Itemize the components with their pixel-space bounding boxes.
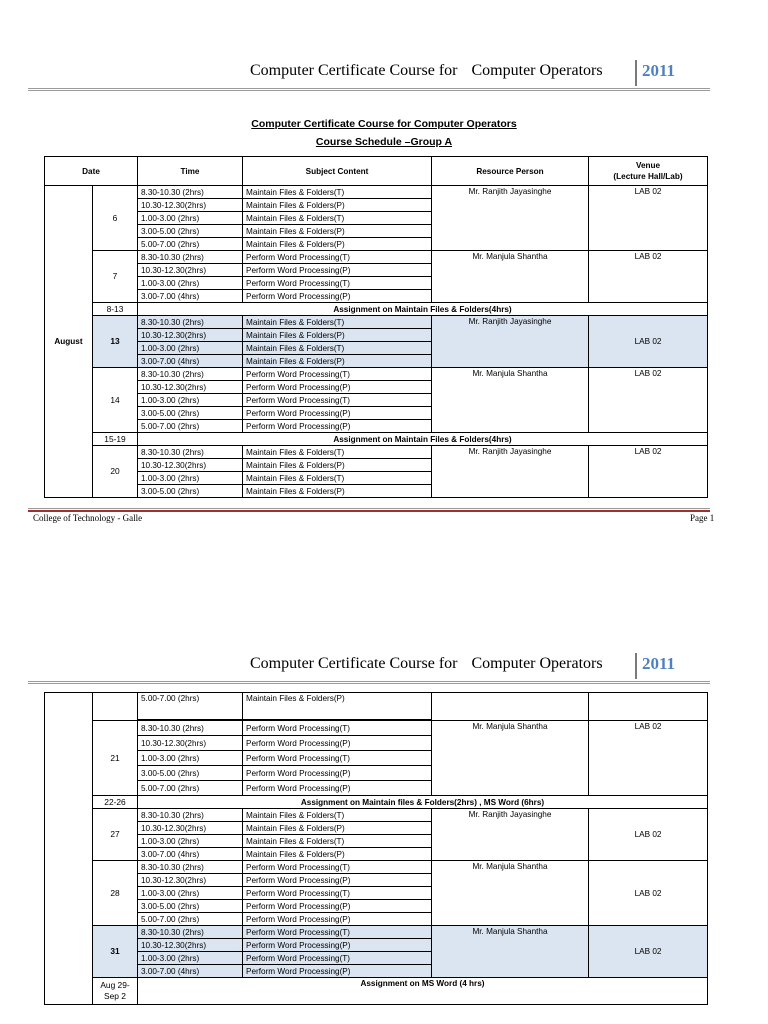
footer-accent-rule: [28, 510, 710, 512]
assignment-row: [45, 303, 708, 316]
document-title: Computer Certificate Course for Computer Operators: [251, 118, 517, 130]
time-cell: 3.00-7.00 (4hrs): [138, 355, 243, 368]
time-cell: 5.00-7.00 (2hrs): [138, 913, 243, 926]
person-cell: Mr. Ranjith Jayasinghe: [432, 186, 589, 251]
date-cell: Aug 29- Sep 2: [93, 978, 138, 1005]
time-cell: 8.30-10.30 (2hrs): [138, 809, 243, 822]
person-cell: Mr. Manjula Shantha: [432, 926, 589, 978]
header-rule-secondary: [28, 90, 710, 91]
subject-cell: Maintain Files & Folders(P): [243, 355, 432, 368]
date-cell: 28: [93, 861, 138, 926]
date-cell: 27: [93, 809, 138, 861]
subject-cell: Perform Word Processing(P): [243, 420, 432, 433]
date-cell: 22-26: [93, 796, 138, 809]
header-title-part2: Computer Operators: [471, 655, 603, 672]
assignment-row: [45, 796, 708, 809]
footer-rule: [28, 508, 710, 509]
date-cell: 6: [93, 186, 138, 251]
person-cell: Mr. Manjula Shantha: [432, 861, 589, 926]
time-cell: 1.00-3.00 (2hrs): [138, 277, 243, 290]
assignment-cell: Assignment on Maintain files & Folders(2hrs) , MS Word (6hrs): [138, 796, 708, 809]
table-row: [45, 693, 708, 720]
subject-cell: Maintain Files & Folders(P): [243, 225, 432, 238]
table-row: [45, 251, 708, 264]
header-title-part2: Computer Operators: [471, 62, 603, 79]
venue-cell: [589, 693, 708, 721]
subject-cell: Perform Word Processing(P): [243, 781, 432, 796]
table-row: [45, 926, 708, 939]
date-cell: 21: [93, 721, 138, 796]
header-divider: [635, 653, 637, 679]
time-cell: 3.00-5.00 (2hrs): [138, 407, 243, 420]
date-cell: 7: [93, 251, 138, 303]
schedule-table-page-2: [44, 692, 708, 1005]
time-cell: 5.00-7.00 (2hrs): [138, 781, 243, 796]
time-cell: 8.30-10.30 (2hrs): [138, 446, 243, 459]
venue-cell: LAB 02: [589, 809, 708, 861]
column-header-time: Time: [138, 157, 243, 186]
venue-cell: LAB 02: [589, 926, 708, 978]
month-cell: August: [45, 186, 93, 498]
subject-cell: Maintain Files & Folders(T): [243, 472, 432, 485]
column-header-date: Date: [45, 157, 138, 186]
time-cell: 1.00-3.00 (2hrs): [138, 952, 243, 965]
subject-cell: Perform Word Processing(T): [243, 394, 432, 407]
subject-cell: Maintain Files & Folders(P): [243, 822, 432, 835]
footer-page-number: Page 1: [690, 513, 715, 523]
subject-cell: Maintain Files & Folders(T): [243, 186, 432, 199]
time-cell: 1.00-3.00 (2hrs): [138, 212, 243, 225]
subject-cell: Perform Word Processing(P): [243, 407, 432, 420]
footer-college-name: College of Technology - Galle: [33, 513, 143, 523]
time-cell: 8.30-10.30 (2hrs): [138, 926, 243, 939]
venue-cell: LAB 02: [589, 316, 708, 368]
subject-cell: Perform Word Processing(P): [243, 766, 432, 781]
subject-cell: Perform Word Processing(T): [243, 926, 432, 939]
time-cell: 3.00-5.00 (2hrs): [138, 900, 243, 913]
date-cell: 20: [93, 446, 138, 498]
subject-cell: Perform Word Processing(P): [243, 913, 432, 926]
time-cell: 8.30-10.30 (2hrs): [138, 186, 243, 199]
date-cell: 13: [93, 316, 138, 368]
subject-cell: Perform Word Processing(T): [243, 251, 432, 264]
header-rule: [28, 88, 710, 89]
subject-cell: Perform Word Processing(T): [243, 861, 432, 874]
time-cell: 10.30-12.30(2hrs): [138, 264, 243, 277]
subject-cell: Maintain Files & Folders(P): [243, 199, 432, 212]
subject-cell: Maintain Files & Folders(T): [243, 212, 432, 225]
subject-cell: Maintain Files & Folders(P): [243, 459, 432, 472]
subject-cell: Perform Word Processing(T): [243, 751, 432, 766]
time-cell: 1.00-3.00 (2hrs): [138, 835, 243, 848]
subject-cell: Perform Word Processing(P): [243, 900, 432, 913]
subject-cell: Maintain Files & Folders(T): [243, 809, 432, 822]
header-rule-secondary: [28, 683, 710, 684]
time-cell: 3.00-7.00 (4hrs): [138, 965, 243, 978]
time-cell: 5.00-7.00 (2hrs): [138, 420, 243, 433]
time-cell: 8.30-10.30 (2hrs): [138, 368, 243, 381]
table-row: [45, 316, 708, 329]
time-cell: 1.00-3.00 (2hrs): [138, 342, 243, 355]
subject-cell: Perform Word Processing(P): [243, 939, 432, 952]
header-title: [250, 62, 603, 80]
header-year: 2011: [642, 654, 676, 673]
subject-cell: Maintain Files & Folders(P): [243, 848, 432, 861]
table-row: [45, 446, 708, 459]
date-cell: 14: [93, 368, 138, 433]
venue-cell: LAB 02: [589, 251, 708, 303]
table-row: [45, 721, 708, 736]
person-cell: Mr. Manjula Shantha: [432, 368, 589, 433]
time-cell: 10.30-12.30(2hrs): [138, 939, 243, 952]
time-cell: 3.00-5.00 (2hrs): [138, 485, 243, 498]
assignment-cell: Assignment on Maintain Files & Folders(4hrs): [138, 433, 708, 446]
subject-cell: Perform Word Processing(T): [243, 952, 432, 965]
time-cell: 8.30-10.30 (2hrs): [138, 251, 243, 264]
subject-cell: Perform Word Processing(T): [243, 721, 432, 736]
assignment-cell: Assignment on MS Word (4 hrs): [138, 978, 708, 1005]
column-header-venue: Venue (Lecture Hall/Lab): [589, 157, 708, 186]
time-cell: 3.00-5.00 (2hrs): [138, 766, 243, 781]
date-cell: [93, 693, 138, 721]
header-title-part1: Computer Certificate Course for: [250, 62, 458, 79]
person-cell: [432, 693, 589, 721]
time-cell: 1.00-3.00 (2hrs): [138, 751, 243, 766]
subject-cell: Maintain Files & Folders(T): [243, 446, 432, 459]
time-cell: 3.00-7.00 (4hrs): [138, 848, 243, 861]
subject-cell: Maintain Files & Folders(P): [243, 238, 432, 251]
person-cell: Mr. Manjula Shantha: [432, 251, 589, 303]
subject-cell: Perform Word Processing(P): [243, 290, 432, 303]
time-cell: 8.30-10.30 (2hrs): [138, 861, 243, 874]
page-header-1: [28, 62, 710, 92]
document-subtitle: Course Schedule –Group A: [315, 136, 453, 148]
table-row: [45, 368, 708, 381]
time-cell: 10.30-12.30(2hrs): [138, 329, 243, 342]
subject-cell: Perform Word Processing(P): [243, 381, 432, 394]
table-row: [45, 861, 708, 874]
table-row: [45, 186, 708, 199]
person-cell: Mr. Ranjith Jayasinghe: [432, 316, 589, 368]
date-cell: 15-19: [93, 433, 138, 446]
venue-cell: LAB 02: [589, 446, 708, 498]
subject-cell: Maintain Files & Folders(T): [243, 316, 432, 329]
date-cell: 8-13: [93, 303, 138, 316]
time-cell: 10.30-12.30(2hrs): [138, 736, 243, 751]
time-cell: 5.00-7.00 (2hrs): [138, 693, 243, 720]
header-divider: [635, 60, 637, 86]
subject-cell: Perform Word Processing(P): [243, 874, 432, 887]
time-cell: 10.30-12.30(2hrs): [138, 459, 243, 472]
subject-cell: Perform Word Processing(P): [243, 736, 432, 751]
subject-cell: Maintain Files & Folders(P): [243, 693, 432, 720]
month-cell-continued: [45, 693, 93, 1005]
header-title: [250, 655, 603, 673]
venue-cell: LAB 02: [589, 368, 708, 433]
person-cell: Mr. Ranjith Jayasinghe: [432, 809, 589, 861]
subject-cell: Perform Word Processing(T): [243, 277, 432, 290]
time-cell: 3.00-7.00 (4hrs): [138, 290, 243, 303]
subject-cell: Maintain Files & Folders(P): [243, 485, 432, 498]
subject-cell: Maintain Files & Folders(P): [243, 329, 432, 342]
date-cell: 31: [93, 926, 138, 978]
time-cell: 8.30-10.30 (2hrs): [138, 316, 243, 329]
person-cell: Mr. Manjula Shantha: [432, 721, 589, 796]
subject-cell: Maintain Files & Folders(T): [243, 342, 432, 355]
subject-cell: Perform Word Processing(P): [243, 264, 432, 277]
time-cell: 10.30-12.30(2hrs): [138, 381, 243, 394]
person-cell: Mr. Ranjith Jayasinghe: [432, 446, 589, 498]
time-cell: 3.00-5.00 (2hrs): [138, 225, 243, 238]
assignment-cell: Assignment on Maintain Files & Folders(4hrs): [138, 303, 708, 316]
schedule-table-page-1: [44, 156, 708, 498]
time-cell: 10.30-12.30(2hrs): [138, 874, 243, 887]
venue-cell: LAB 02: [589, 186, 708, 251]
header-rule: [28, 681, 710, 682]
assignment-row: [45, 433, 708, 446]
time-cell: 8.30-10.30 (2hrs): [138, 721, 243, 736]
assignment-row: [45, 978, 708, 1005]
header-year: 2011: [642, 61, 676, 80]
time-cell: 10.30-12.30(2hrs): [138, 822, 243, 835]
table-header-row: [45, 157, 708, 186]
table-row: [45, 809, 708, 822]
column-header-subject: Subject Content: [243, 157, 432, 186]
time-cell: 1.00-3.00 (2hrs): [138, 887, 243, 900]
time-cell: 1.00-3.00 (2hrs): [138, 472, 243, 485]
time-cell: 1.00-3.00 (2hrs): [138, 394, 243, 407]
time-cell: 10.30-12.30(2hrs): [138, 199, 243, 212]
time-cell: 5.00-7.00 (2hrs): [138, 238, 243, 251]
subject-cell: Perform Word Processing(T): [243, 368, 432, 381]
column-header-person: Resource Person: [432, 157, 589, 186]
header-title-part1: Computer Certificate Course for: [250, 655, 458, 672]
subject-cell: Maintain Files & Folders(T): [243, 835, 432, 848]
subject-cell: Perform Word Processing(P): [243, 965, 432, 978]
venue-cell: LAB 02: [589, 861, 708, 926]
page-header-2: [28, 655, 710, 685]
subject-cell: Perform Word Processing(T): [243, 887, 432, 900]
venue-cell: LAB 02: [589, 721, 708, 796]
